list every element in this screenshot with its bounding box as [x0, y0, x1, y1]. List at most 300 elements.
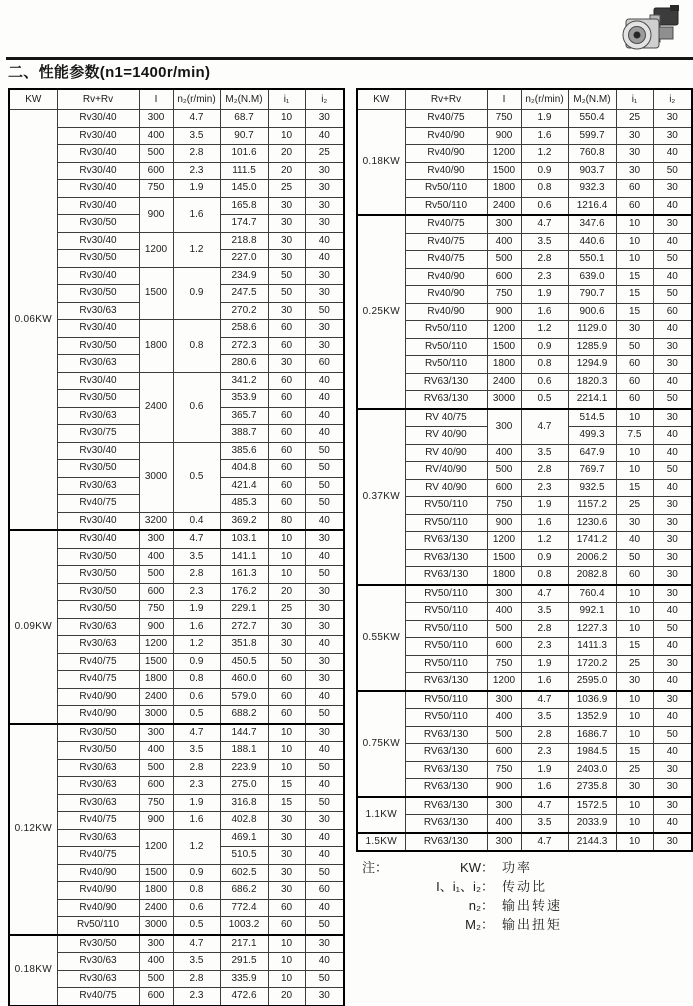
cell-model: Rv40/90 [405, 286, 487, 304]
table-row [9, 864, 344, 882]
cell-i1: 30 [616, 673, 653, 691]
cell-ratio-total: 900 [487, 779, 521, 797]
table-row [357, 197, 692, 215]
cell-model: Rv40/75 [405, 233, 487, 251]
cell-i1: 60 [268, 917, 305, 935]
column-header: M₂(N.M) [220, 89, 268, 110]
cell-model: Rv40/75 [57, 495, 139, 513]
cell-ratio-total: 2400 [139, 372, 173, 442]
cell-output-torque: 68.7 [220, 110, 268, 128]
cell-i1: 30 [268, 829, 305, 847]
cell-output-speed: 1.9 [173, 794, 220, 812]
cell-ratio-total: 1800 [139, 882, 173, 900]
table-row [357, 709, 692, 727]
power-group-label: 0.75KW [357, 691, 405, 797]
cell-output-torque: 1129.0 [568, 321, 616, 339]
cell-output-speed: 2.8 [173, 145, 220, 163]
cell-i2: 30 [653, 409, 692, 427]
table-row [9, 653, 344, 671]
cell-output-torque: 1411.3 [568, 638, 616, 656]
cell-model: Rv30/40 [57, 512, 139, 530]
cell-ratio-total: 600 [139, 583, 173, 601]
table-row [357, 356, 692, 374]
cell-i2: 40 [653, 744, 692, 762]
cell-ratio-total: 400 [487, 603, 521, 621]
cell-output-torque: 369.2 [220, 512, 268, 530]
table-row [357, 338, 692, 356]
cell-output-torque: 176.2 [220, 583, 268, 601]
cell-output-speed: 0.5 [173, 706, 220, 724]
cell-output-torque: 579.0 [220, 688, 268, 706]
cell-ratio-total: 900 [139, 812, 173, 830]
cell-i2: 40 [305, 742, 344, 760]
cell-model: Rv40/75 [405, 251, 487, 269]
cell-model: Rv30/40 [57, 145, 139, 163]
cell-output-torque: 161.3 [220, 566, 268, 584]
cell-i2: 50 [305, 495, 344, 513]
cell-model: Rv30/63 [57, 794, 139, 812]
cell-output-torque: 1572.5 [568, 797, 616, 815]
table-row [9, 320, 344, 338]
cell-i2: 50 [305, 477, 344, 495]
cell-i2: 40 [653, 709, 692, 727]
cell-i2: 50 [653, 162, 692, 180]
cell-output-speed: 1.6 [521, 673, 568, 691]
cell-output-torque: 2403.0 [568, 761, 616, 779]
cell-i1: 60 [268, 460, 305, 478]
note-desc: 传动比 [502, 879, 548, 894]
cell-model: Rv30/40 [57, 372, 139, 390]
cell-i2: 30 [305, 988, 344, 1006]
power-group-label: 0.06KW [9, 110, 57, 531]
cell-model: Rv30/63 [57, 829, 139, 847]
cell-ratio-total: 400 [139, 953, 173, 971]
cell-output-speed: 1.2 [521, 145, 568, 163]
cell-ratio-total: 1500 [139, 267, 173, 320]
cell-model: Rv30/40 [57, 530, 139, 548]
cell-ratio-total: 3000 [139, 442, 173, 512]
cell-i1: 10 [268, 759, 305, 777]
cell-output-torque: 514.5 [568, 409, 616, 427]
cell-i2: 60 [305, 882, 344, 900]
cell-output-torque: 550.1 [568, 251, 616, 269]
cell-ratio-total: 1200 [139, 232, 173, 267]
cell-output-speed: 3.5 [173, 742, 220, 760]
cell-ratio-total: 750 [487, 110, 521, 128]
cell-output-torque: 111.5 [220, 162, 268, 180]
cell-model: Rv30/50 [57, 583, 139, 601]
cell-output-torque: 188.1 [220, 742, 268, 760]
cell-ratio-total: 750 [487, 761, 521, 779]
cell-i2: 40 [305, 777, 344, 795]
cell-i1: 10 [616, 726, 653, 744]
cell-i2: 30 [305, 618, 344, 636]
cell-model: Rv40/75 [57, 671, 139, 689]
cell-i1: 20 [268, 583, 305, 601]
cell-model: Rv30/50 [57, 460, 139, 478]
cell-i2: 30 [653, 691, 692, 709]
cell-output-speed: 0.9 [173, 864, 220, 882]
cell-i1: 30 [268, 812, 305, 830]
table-row [357, 444, 692, 462]
cell-output-speed: 1.2 [173, 829, 220, 864]
cell-model: RV/40/90 [405, 462, 487, 480]
cell-i1: 30 [616, 321, 653, 339]
cell-i1: 60 [268, 407, 305, 425]
cell-ratio-total: 600 [487, 744, 521, 762]
header-divider [6, 57, 693, 60]
cell-model: Rv30/40 [57, 180, 139, 198]
cell-output-speed: 4.7 [521, 797, 568, 815]
cell-i2: 40 [305, 953, 344, 971]
cell-model: Rv50/110 [405, 356, 487, 374]
column-header: i₁ [268, 89, 305, 110]
cell-ratio-total: 900 [487, 303, 521, 321]
cell-output-torque: 145.0 [220, 180, 268, 198]
cell-model: Rv40/90 [405, 162, 487, 180]
cell-ratio-total: 1200 [487, 145, 521, 163]
cell-output-torque: 686.2 [220, 882, 268, 900]
table-row [9, 372, 344, 390]
cell-i1: 60 [268, 671, 305, 689]
table-row [357, 497, 692, 515]
table-row [9, 618, 344, 636]
cell-ratio-total: 600 [487, 638, 521, 656]
cell-output-speed: 4.7 [521, 409, 568, 445]
cell-i1: 15 [616, 744, 653, 762]
table-row [357, 251, 692, 269]
cell-i2: 30 [305, 197, 344, 215]
table-row [9, 110, 344, 128]
cell-output-torque: 347.6 [568, 215, 616, 233]
cell-i2: 40 [653, 673, 692, 691]
cell-output-speed: 2.3 [173, 583, 220, 601]
cell-ratio-total: 1200 [139, 636, 173, 654]
cell-model: Rv50/110 [405, 338, 487, 356]
cell-output-speed: 0.8 [521, 567, 568, 585]
cell-ratio-total: 1800 [487, 567, 521, 585]
cell-model: RV63/130 [405, 744, 487, 762]
cell-model: Rv40/75 [405, 110, 487, 128]
cell-i2: 30 [653, 567, 692, 585]
table-row [9, 777, 344, 795]
cell-ratio-total: 900 [139, 197, 173, 232]
power-group-label: 0.09KW [9, 530, 57, 724]
cell-output-speed: 0.6 [521, 197, 568, 215]
cell-output-speed: 2.3 [173, 162, 220, 180]
table-row [9, 530, 344, 548]
cell-i2: 30 [653, 797, 692, 815]
table-row [9, 548, 344, 566]
table-row [357, 726, 692, 744]
cell-model: RV63/130 [405, 373, 487, 391]
cell-i2: 30 [305, 162, 344, 180]
cell-output-speed: 0.8 [521, 356, 568, 374]
cell-i1: 10 [268, 127, 305, 145]
column-header: i₂ [305, 89, 344, 110]
cell-i2: 30 [653, 779, 692, 797]
table-row [9, 232, 344, 250]
table-row [357, 321, 692, 339]
table-row [9, 442, 344, 460]
cell-ratio-total: 3000 [487, 391, 521, 409]
cell-output-speed: 2.8 [521, 462, 568, 480]
cell-output-speed: 3.5 [521, 444, 568, 462]
cell-model: RV50/110 [405, 655, 487, 673]
cell-model: Rv40/90 [57, 706, 139, 724]
cell-i2: 40 [653, 321, 692, 339]
table-row [357, 779, 692, 797]
cell-model: Rv30/63 [57, 970, 139, 988]
cell-ratio-total: 500 [139, 145, 173, 163]
cell-model: Rv40/90 [405, 268, 487, 286]
cell-model: RV63/130 [405, 779, 487, 797]
cell-model: Rv50/110 [405, 321, 487, 339]
cell-i2: 30 [653, 127, 692, 145]
cell-output-speed: 2.3 [521, 638, 568, 656]
cell-output-torque: 291.5 [220, 953, 268, 971]
cell-model: Rv40/75 [57, 812, 139, 830]
cell-output-speed: 1.6 [521, 514, 568, 532]
cell-model: Rv40/75 [57, 847, 139, 865]
cell-i2: 50 [653, 462, 692, 480]
cell-i2: 40 [305, 127, 344, 145]
cell-output-speed: 1.9 [521, 655, 568, 673]
cell-i2: 50 [305, 917, 344, 935]
cell-ratio-total: 900 [139, 618, 173, 636]
cell-output-speed: 0.5 [521, 391, 568, 409]
footnote-line [362, 915, 562, 934]
cell-model: Rv30/63 [57, 407, 139, 425]
table-row [9, 688, 344, 706]
cell-output-speed: 2.3 [173, 777, 220, 795]
cell-output-torque: 932.5 [568, 479, 616, 497]
cell-output-torque: 1741.2 [568, 532, 616, 550]
cell-model: Rv40/90 [57, 882, 139, 900]
cell-output-torque: 1285.9 [568, 338, 616, 356]
cell-output-torque: 229.1 [220, 601, 268, 619]
cell-output-torque: 353.9 [220, 390, 268, 408]
cell-model: Rv30/40 [57, 442, 139, 460]
power-group-label: 0.55KW [357, 585, 405, 691]
cell-model: RV 40/75 [405, 409, 487, 427]
note-term: M₂： [465, 917, 494, 932]
table-row [9, 899, 344, 917]
header-row [357, 89, 692, 110]
table-row [9, 917, 344, 935]
cell-i2: 40 [653, 815, 692, 833]
cell-output-speed: 1.6 [173, 197, 220, 232]
cell-ratio-total: 750 [487, 497, 521, 515]
cell-output-speed: 0.5 [173, 917, 220, 935]
cell-output-speed: 1.6 [521, 127, 568, 145]
cell-model: Rv40/75 [405, 215, 487, 233]
note-desc: 输出转速 [502, 898, 563, 913]
cell-output-speed: 0.6 [173, 372, 220, 442]
cell-output-speed: 2.8 [521, 620, 568, 638]
cell-i1: 10 [268, 953, 305, 971]
cell-i1: 10 [268, 935, 305, 953]
cell-output-speed: 1.2 [521, 532, 568, 550]
cell-output-speed: 2.8 [173, 759, 220, 777]
column-header: M₂(N.M) [568, 89, 616, 110]
power-group-label: 0.18KW [357, 110, 405, 216]
cell-i1: 10 [616, 233, 653, 251]
table-row [9, 724, 344, 742]
cell-output-torque: 341.2 [220, 372, 268, 390]
cell-ratio-total: 300 [487, 833, 521, 852]
cell-i1: 15 [268, 794, 305, 812]
cell-i1: 10 [616, 444, 653, 462]
table-row [357, 549, 692, 567]
cell-i1: 20 [268, 145, 305, 163]
cell-i1: 60 [268, 372, 305, 390]
cell-output-speed: 4.7 [521, 585, 568, 603]
table-row [357, 268, 692, 286]
cell-ratio-total: 2400 [487, 373, 521, 391]
column-header: n₂(r/min) [521, 89, 568, 110]
cell-i2: 50 [305, 460, 344, 478]
cell-model: RV50/110 [405, 709, 487, 727]
cell-i2: 30 [653, 833, 692, 852]
cell-model: RV 40/90 [405, 479, 487, 497]
cell-model: Rv40/90 [405, 303, 487, 321]
cell-ratio-total: 3000 [139, 706, 173, 724]
cell-i1: 10 [616, 409, 653, 427]
gearbox-photo-icon [607, 3, 687, 57]
footnote-line [362, 877, 562, 896]
cell-i2: 40 [305, 847, 344, 865]
cell-i1: 10 [616, 462, 653, 480]
note-desc: 输出扭矩 [502, 917, 563, 932]
cell-i1: 25 [616, 761, 653, 779]
cell-output-torque: 388.7 [220, 425, 268, 443]
cell-model: Rv30/40 [57, 232, 139, 250]
cell-i2: 40 [653, 268, 692, 286]
cell-output-torque: 450.5 [220, 653, 268, 671]
cell-model: RV 40/90 [405, 427, 487, 445]
cell-i1: 10 [268, 742, 305, 760]
cell-output-torque: 335.9 [220, 970, 268, 988]
note-term: KW： [460, 860, 494, 875]
table-row [9, 988, 344, 1006]
cell-i1: 10 [616, 709, 653, 727]
cell-output-torque: 247.5 [220, 285, 268, 303]
cell-i1: 60 [268, 425, 305, 443]
table-row [357, 673, 692, 691]
performance-table-left [8, 88, 345, 1006]
cell-i2: 40 [305, 232, 344, 250]
cell-i1: 60 [268, 337, 305, 355]
table-row [357, 233, 692, 251]
cell-i1: 30 [268, 250, 305, 268]
cell-ratio-total: 600 [139, 777, 173, 795]
cell-ratio-total: 1500 [487, 549, 521, 567]
cell-output-speed: 2.3 [173, 988, 220, 1006]
cell-output-speed: 1.9 [521, 110, 568, 128]
column-header: Rv+Rv [57, 89, 139, 110]
cell-ratio-total: 300 [487, 585, 521, 603]
table-row [357, 744, 692, 762]
cell-i1: 20 [268, 988, 305, 1006]
cell-i1: 30 [268, 302, 305, 320]
table-row [9, 953, 344, 971]
cell-i2: 50 [653, 391, 692, 409]
table-row [357, 833, 692, 852]
cell-output-torque: 460.0 [220, 671, 268, 689]
cell-i2: 40 [305, 548, 344, 566]
cell-output-torque: 932.3 [568, 180, 616, 198]
cell-ratio-total: 500 [487, 620, 521, 638]
cell-i2: 30 [653, 761, 692, 779]
cell-output-torque: 275.0 [220, 777, 268, 795]
cell-ratio-total: 400 [487, 709, 521, 727]
cell-i2: 30 [305, 110, 344, 128]
cell-ratio-total: 300 [139, 530, 173, 548]
power-group-label: 1.5KW [357, 833, 405, 852]
table-row [357, 638, 692, 656]
cell-i2: 40 [653, 603, 692, 621]
cell-output-torque: 903.7 [568, 162, 616, 180]
cell-output-torque: 404.8 [220, 460, 268, 478]
cell-ratio-total: 1800 [487, 356, 521, 374]
note-prefix [362, 915, 406, 934]
cell-i2: 50 [305, 970, 344, 988]
cell-model: RV63/130 [405, 815, 487, 833]
cell-output-torque: 1294.9 [568, 356, 616, 374]
cell-i1: 50 [616, 549, 653, 567]
cell-output-torque: 2082.8 [568, 567, 616, 585]
cell-i1: 60 [616, 567, 653, 585]
cell-model: Rv30/63 [57, 953, 139, 971]
table-row [357, 479, 692, 497]
cell-output-speed: 3.5 [521, 233, 568, 251]
cell-i1: 60 [616, 356, 653, 374]
cell-i2: 60 [653, 303, 692, 321]
cell-i2: 40 [305, 829, 344, 847]
cell-model: Rv30/75 [57, 425, 139, 443]
cell-i1: 50 [268, 285, 305, 303]
note-term: n₂： [468, 898, 494, 913]
cell-ratio-total: 750 [139, 794, 173, 812]
cell-output-torque: 2033.9 [568, 815, 616, 833]
cell-i1: 50 [268, 653, 305, 671]
cell-i2: 30 [653, 549, 692, 567]
cell-model: Rv30/50 [57, 285, 139, 303]
cell-output-torque: 1720.2 [568, 655, 616, 673]
cell-ratio-total: 3200 [139, 512, 173, 530]
cell-i1: 10 [268, 970, 305, 988]
cell-i2: 30 [653, 356, 692, 374]
cell-i2: 40 [653, 373, 692, 391]
cell-output-speed: 2.3 [521, 744, 568, 762]
cell-i1: 10 [616, 691, 653, 709]
cell-i1: 25 [268, 180, 305, 198]
power-group-label: 0.12KW [9, 724, 57, 935]
cell-ratio-total: 900 [487, 514, 521, 532]
table-row [9, 935, 344, 953]
cell-model: RV63/130 [405, 797, 487, 815]
table-row [9, 829, 344, 847]
cell-output-speed: 3.5 [173, 548, 220, 566]
cell-model: RV50/110 [405, 497, 487, 515]
table-row [357, 691, 692, 709]
cell-model: Rv30/63 [57, 355, 139, 373]
cell-output-speed: 1.2 [521, 321, 568, 339]
cell-i2: 30 [305, 530, 344, 548]
cell-output-torque: 101.6 [220, 145, 268, 163]
cell-output-torque: 141.1 [220, 548, 268, 566]
